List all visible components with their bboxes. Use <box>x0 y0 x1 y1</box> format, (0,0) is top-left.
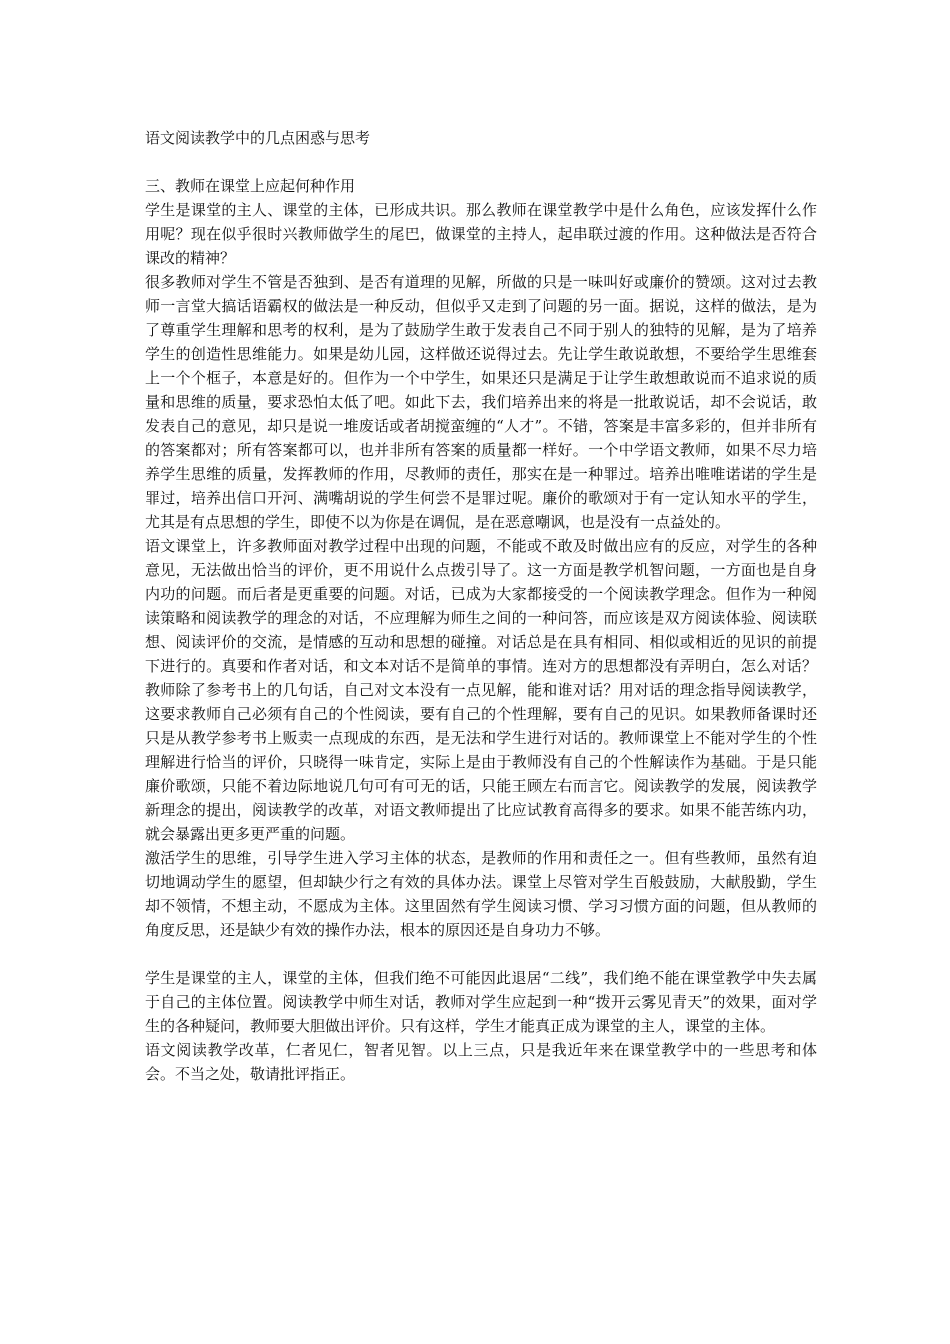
paragraph-2: 很多教师对学生不管是否独到、是否有道理的见解，所做的只是一味叫好或廉价的赞颂。这对过去教师一言堂大搞话语霸权的做法是一种反动，但似乎又走到了问题的另一面。据说，这样的做法，是为了尊重学生理解和思考的权利，是为了鼓励学生敢于发表自己不同于别人的独特的见解，是为了培养学生的创造性思维能力。如果是幼儿园，这样做还说得过去。先让学生敢说敢想，不要给学生思维套上一个个框子，本意是好的。但作为一个中学生，如果还只是满足于让学生敢想敢说而不追求说的质量和思维的质量，要求恐怕太低了吧。如此下去，我们培养出来的将是一批敢说话，却不会说话，敢发表自己的意见，却只是说一堆废话或者胡搅蛮缠的“人才”。不错，答案是丰富多彩的，但并非所有的答案都对；所有答案都可以，也并非所有答案的质量都一样好。一个中学语文教师，如果不尽力培养学生思维的质量，发挥教师的作用，尽教师的责任，那实在是一种罪过。培养出唯唯诺诺的学生是罪过，培养出信口开河、满嘴胡说的学生何尝不是罪过呢。廉价的歌颂对于有一定认知水平的学生，尤其是有点思想的学生，即使不以为你是在调侃，是在恶意嘲讽，也是没有一点益处的。 <box>145 273 817 531</box>
document-title: 语文阅读教学中的几点困惑与思考 <box>145 129 371 147</box>
section-heading: 三、教师在课堂上应起何种作用 <box>145 177 356 195</box>
paragraph-6: 语文阅读教学改革，仁者见仁，智者见智。以上三点，只是我近年来在课堂教学中的一些思考和体会。不当之处，敬请批评指正。 <box>145 1041 817 1083</box>
paragraph-5: 学生是课堂的主人，课堂的主体，但我们绝不可能因此退居“二线”，我们绝不能在课堂教学中失去属于自己的主体位置。阅读教学中师生对话，教师对学生应起到一种“拨开云雾见青天”的效果，面对学生的各种疑问，教师要大胆做出评价。只有这样，学生才能真正成为课堂的主人，课堂的主体。 <box>145 969 817 1035</box>
paragraph-1: 学生是课堂的主人、课堂的主体，已形成共识。那么教师在课堂教学中是什么角色，应该发挥什么作用呢？现在似乎很时兴教师做学生的尾巴，做课堂的主持人，起串联过渡的作用。这种做法是否符合课改的精神？ <box>145 201 817 267</box>
paragraph-4: 激活学生的思维，引导学生进入学习主体的状态，是教师的作用和责任之一。但有些教师，虽然有迫切地调动学生的愿望，但却缺少行之有效的具体办法。课堂上尽管对学生百般鼓励，大献殷勤，学生却不领情，不想主动，不愿成为主体。这里固然有学生阅读习惯、学习习惯方面的问题，但从教师的角度反思，还是缺少有效的操作办法，根本的原因还是自身功力不够。 <box>145 849 817 939</box>
paragraph-3: 语文课堂上，许多教师面对教学过程中出现的问题，不能或不敢及时做出应有的反应，对学生的各种意见，无法做出恰当的评价，更不用说什么点拨引导了。这一方面是教学机智问题，一方面也是自身内功的问题。而后者是更重要的问题。对话，已成为大家都接受的一个阅读教学理念。但作为一种阅读策略和阅读教学的理念的对话，不应理解为师生之间的一种问答，而应该是双方阅读体验、阅读联想、阅读评价的交流，是情感的互动和思想的碰撞。对话总是在具有相同、相似或相近的见识的前提下进行的。真要和作者对话，和文本对话不是简单的事情。连对方的思想都没有弄明白，怎么对话？教师除了参考书上的几句话，自己对文本没有一点见解，能和谁对话？用对话的理念指导阅读教学，这要求教师自己必须有自己的个性阅读，要有自己的个性理解，要有自己的见识。如果教师备课时还只是从教学参考书上贩卖一点现成的东西，是无法和学生进行对话的。教师课堂上不能对学生的个性理解进行恰当的评价，只晓得一味肯定，实际上是由于教师没有自己的个性解读作为基础。于是只能廉价歌颂，只能不着边际地说几句可有可无的话，只能王顾左右而言它。阅读教学的发展，阅读教学新理念的提出，阅读教学的改革，对语文教师提出了比应试教育高得多的要求。如果不能苦练内功，就会暴露出更多更严重的问题。 <box>145 537 817 843</box>
document-page <box>145 126 817 1086</box>
